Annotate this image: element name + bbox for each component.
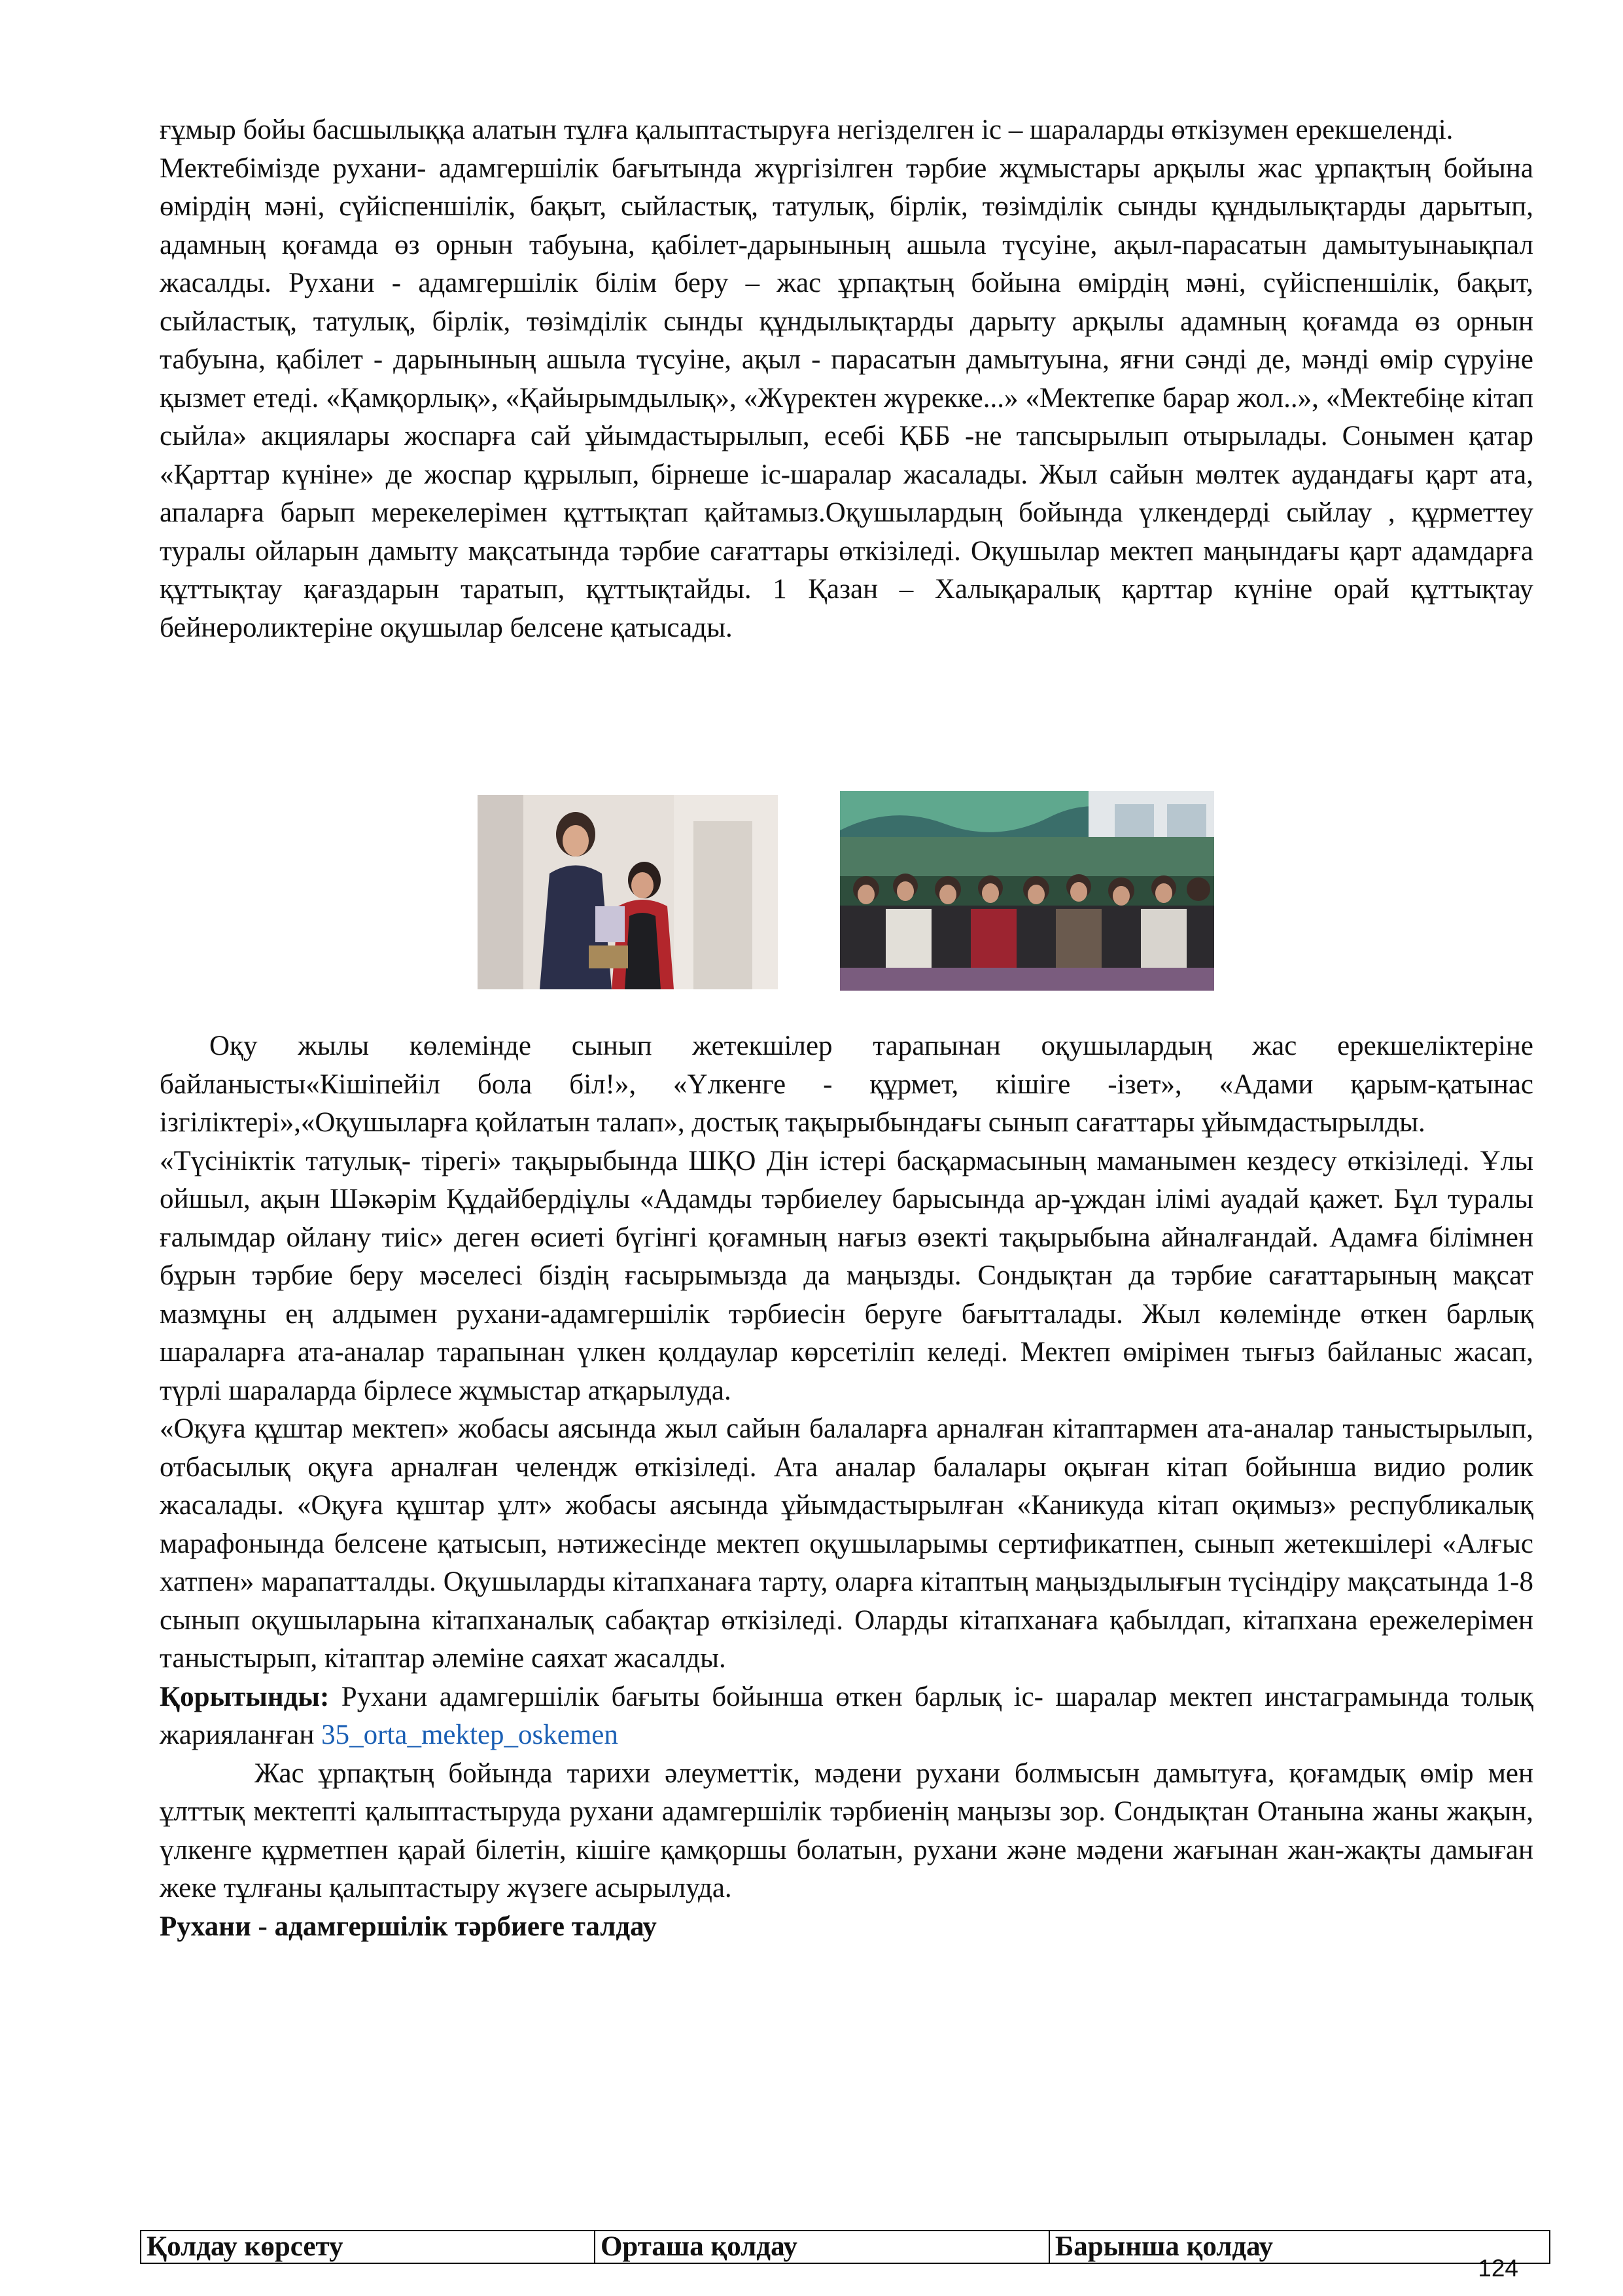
conclusion-text: Рухани адамгершілік бағыты бойынша өткен барлық іс- шаралар мектеп инстаграмында толық жарияланған — [160, 1681, 1533, 1750]
table-header-cell: Қолдау көрсету — [141, 2231, 595, 2263]
support-table — [140, 2230, 1550, 2264]
conclusion-label: Қорытынды: — [160, 1681, 330, 1712]
text-section-top — [160, 111, 1533, 647]
table-header-cell: Орташа қолдау — [595, 2231, 1049, 2263]
photo-gift-presentation-image — [478, 795, 778, 989]
paragraph: Мектебімізде рухани- адамгершілік бағытында жүргізілген тәрбие жұмыстары арқылы жас ұрпақтың бойына өмірдің мәні, сүйіспеншілік, бақыт, сыйластық, татулық, бірлік, төзімділік сынды құндылықтарды дарытып, адамның қоғамда өз орнын табуына, қабілет-дарынының ашыла түсуіне, ақыл-парасатын дамытуынаықпал жасалды. Рухани - адамгершілік білім беру – жас ұрпақтың бойына өмірдің мәні, сүйіспеншілік, бақыт, сыйластық, татулық, бірлік, төзімділік сынды құндылықтарды дарыту арқылы адамның қоғамда өз орнын табуына, қабілет - дарынының ашыла түсуіне, ақыл - парасатын дамытуына, яғни сәнді де, мәнді өмір сүруіне қызмет етеді. «Қамқорлық», «Қайырымдылық», «Жүректен жүрекке...» «Мектепке барар жол..», «Мектебіңе кітап сыйла» акциялары жоспарға сай ұйымдастырылып, есебі ҚББ -не тапсырылып отырылады. Сонымен қатар «Қарттар күніне» де жоспар құрылып, бірнеше іс-шаралар жасалады. Жыл сайын мөлтек аудандағы қарт ата, апаларға барып мерекелерімен құттықтап қайтамыз.Оқушылардың бойында үлкендерді сыйлау , құрметтеу туралы ойларын дамыту мақсатында тәрбие сағаттары өткізіледі. Оқушылар мектеп маңындағы қарт адамдарға құттықтау қағаздарын таратып, құттықтайды. 1 Қазан – Халықаралық қарттар күніне орай құттықтау бейнероликтеріне оқушылар белсене қатысады. — [160, 152, 1533, 643]
table-header-cell: Барынша қолдау — [1049, 2231, 1550, 2263]
instagram-link[interactable]: 35_orta_mektep_oskemen — [321, 1720, 618, 1750]
paragraph: «Түсініктік татулық- тірегі» тақырыбында ШҚО Дін істері басқармасының маманымен кездесу өткізіледі. Ұлы ойшыл, ақын Шәкәрім Құдайбердіұлы «Адамды тәрбиелеу барысында ар-ұждан ілімі ауадай қажет. Бұл туралы ғалымдар ойлану тиіс» деген өсиеті бүгінгі қоғамның нағыз өзекті тақырыбына айналғандай. Адамға білімнен бұрын тәрбие беру мәселесі біздің ғасырымызда да маңызды. Сондықтан да тәрбие сағаттарының мақсат мазмұны ең алдымен рухани-адамгершілік тәрбиесін беруге бағытталады. Жыл көлемінде өткен барлық шараларға ата-аналар тарапынан үлкен қолдаулар көрсетіліп келеді. Мектеп өмірімен тығыз байланыс жасап, түрлі шараларда бірлесе жұмыстар атқарылуда. — [160, 1145, 1533, 1406]
closing-paragraph: Жас ұрпақтың бойында тарихи әлеуметтік, мәдени рухани болмысын дамытуға, қоғамдық өмір мен ұлттық мектепті қалыптастыруда рухани адамгершілік тәрбиенің маңызы зор. Сондықтан Отанына жаны жақын, үлкенге құрметпен қарай білетін, кішіге қамқоршы болатын, рухани және мәдени жағынан жан-жақты дамыған жеке тұлғаны қалыптастыру жүзеге асырылуда. — [160, 1757, 1533, 1903]
conclusion-paragraph — [160, 1678, 1533, 1755]
section-heading: Рухани - адамгершілік тәрбиеге талдау — [160, 1911, 657, 1942]
text-section-bottom — [160, 1027, 1533, 1946]
paragraph: Оқу жылы көлемінде сынып жетекшілер тарапынан оқушылардың жас ерекшеліктеріне байланысты«Кішіпейіл бола біл!», «Үлкенге - құрмет, кішіге -ізет», «Адами қарым-қатынас ізгіліктері»,«Оқушыларға қойлатын талап», достық тақырыбындағы сынып сағаттары ұйымдастырылды. — [160, 1031, 1533, 1138]
photo-assembly-audience — [840, 791, 1214, 991]
table-header-row — [141, 2231, 1550, 2263]
paragraph: «Оқуға құштар мектеп» жобасы аясында жыл сайын балаларға арналған кітаптармен ата-аналар таныстырылып, отбасылық оқуға арналған челендж өткізіледі. Ата аналар балалары оқыған кітап бойынша видио ролик жасалады. «Оқуға құштар ұлт» жобасы аясында ұйымдастырылған «Каникуда кітап оқимыз» республикалық марафонында белсене қатысып, нәтижесінде мектеп оқушыларымы сертификатпен, сынып жетекшілері «Алғыс хатпен» марапатталды. Оқушыларды кітапханаға тарту, оларға кітаптың маңыздылығын түсіндіру мақсатында 1-8 сынып оқушыларына кітапханалық сабақтар өткізіледі. Оларды кітапханаға қабылдап, кітапхана ережелерімен таныстырып, кітаптар әлеміне саяхат жасалды. — [160, 1413, 1533, 1674]
photo-gift-presentation — [478, 795, 778, 989]
photo-assembly-audience-image — [840, 791, 1214, 991]
paragraph: ғұмыр бойы басшылыққа алатын тұлға қалыптастыруға негізделген іс – шараларды өткізумен ерекшеленді. — [160, 115, 1454, 145]
page-number: 124 — [1478, 2255, 1518, 2282]
